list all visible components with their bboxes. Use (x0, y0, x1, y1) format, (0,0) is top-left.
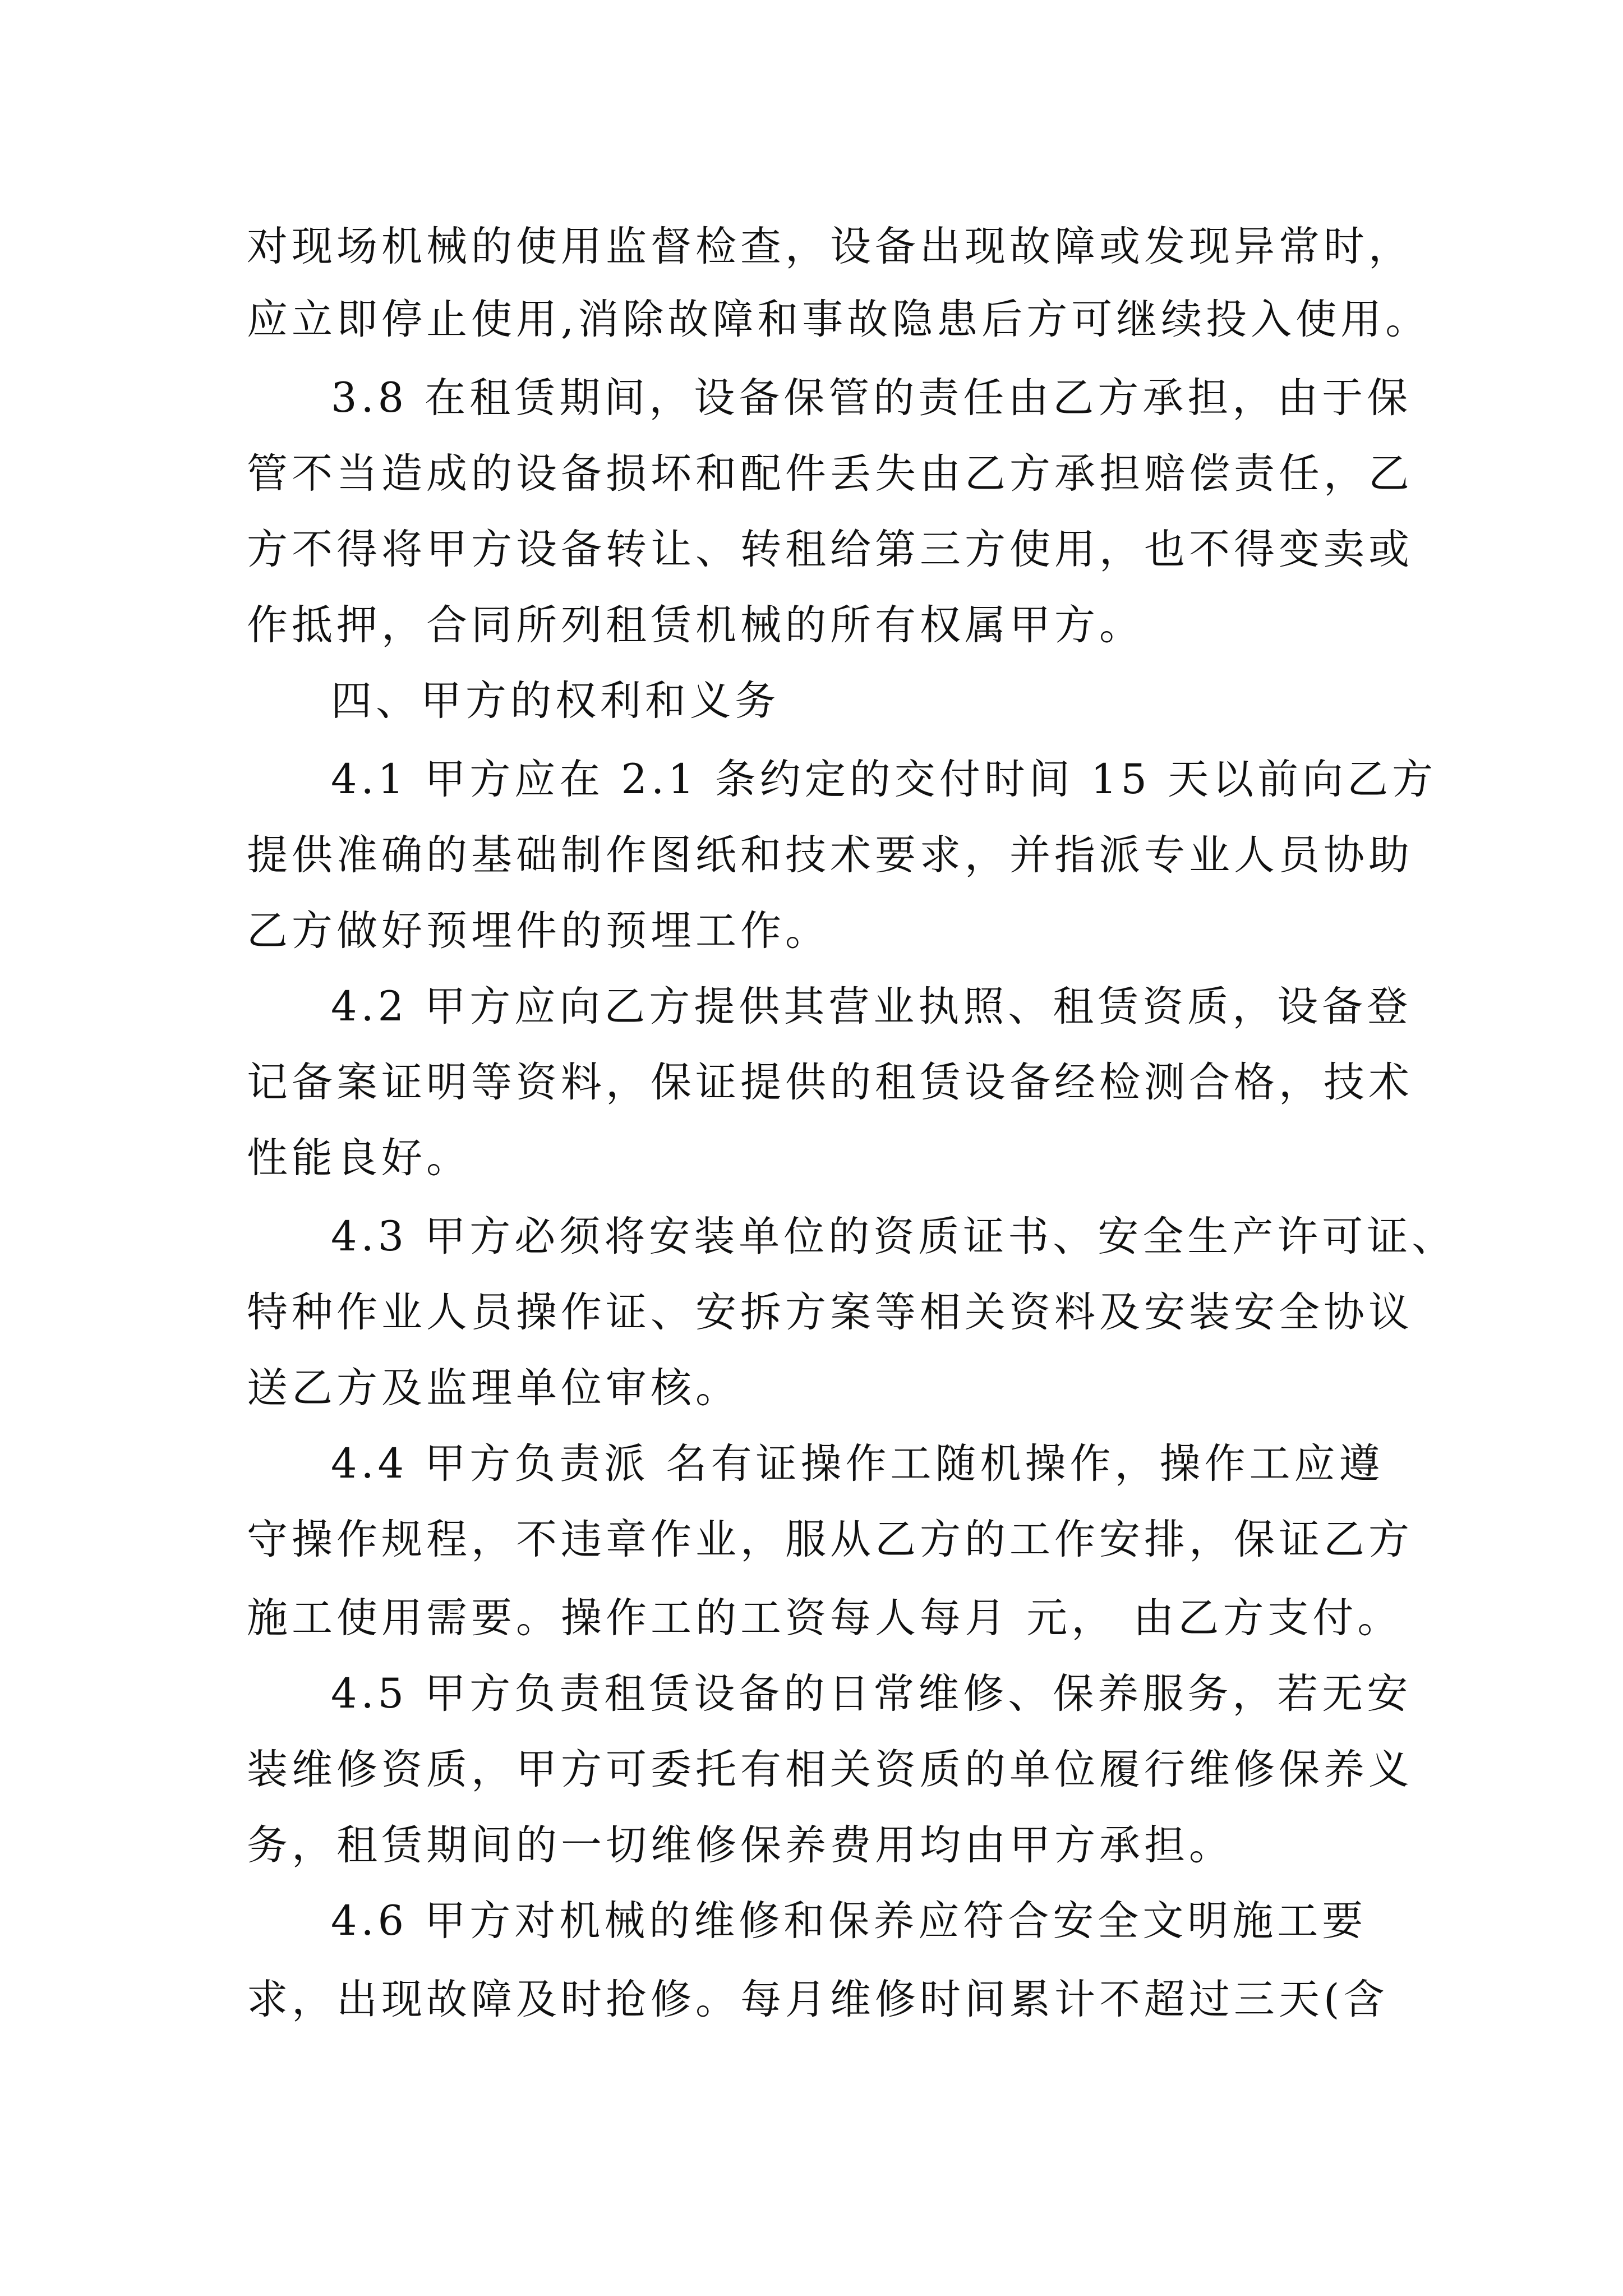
paragraph-line: 作抵押，合同所列租赁机械的所有权属甲方。 (247, 601, 1144, 649)
clause-4-4-line: 4.4 甲方负责派 名有证操作工随机操作，操作工应遵 (331, 1440, 1384, 1488)
clause-4-1-line: 4.1 甲方应在 2.1 条约定的交付时间 15 天以前向乙方 (331, 756, 1437, 803)
clause-4-6-line: 4.6 甲方对机械的维修和保养应符合安全文明施工要 (331, 1897, 1367, 1945)
paragraph-line: 特种作业人员操作证、安拆方案等相关资料及安装安全协议 (247, 1289, 1413, 1336)
paragraph-line: 应立即停止使用,消除故障和事故隐患后方可继续投入使用。 (247, 296, 1431, 343)
clause-4-3-line: 4.3 甲方必须将安装单位的资质证书、安全生产许可证、 (331, 1213, 1457, 1260)
paragraph-line: 对现场机械的使用监督检查，设备出现故障或发现异常时， (247, 223, 1413, 270)
paragraph-line: 管不当造成的设备损坏和配件丢失由乙方承担赔偿责任，乙 (247, 450, 1413, 498)
paragraph-line: 方不得将甲方设备转让、转租给第三方使用，也不得变卖或 (247, 526, 1413, 573)
paragraph-line: 务，租赁期间的一切维修保养费用均由甲方承担。 (247, 1821, 1234, 1869)
paragraph-line: 送乙方及监理单位审核。 (247, 1364, 740, 1412)
paragraph-line: 守操作规程，不违章作业，服从乙方的工作安排，保证乙方 (247, 1516, 1413, 1563)
paragraph-line: 提供准确的基础制作图纸和技术要求，并指派专业人员协助 (247, 831, 1413, 879)
section-heading: 四、甲方的权利和义务 (331, 677, 780, 725)
paragraph-line: 求，出现故障及时抢修。每月维修时间累计不超过三天(含 (247, 1976, 1389, 2023)
paragraph-line: 装维修资质，甲方可委托有相关资质的单位履行维修保养义 (247, 1746, 1413, 1793)
clause-3-8-line: 3.8 在租赁期间，设备保管的责任由乙方承担，由于保 (331, 374, 1412, 422)
paragraph-line: 记备案证明等资料，保证提供的租赁设备经检测合格，技术 (247, 1059, 1413, 1106)
paragraph-line: 性能良好。 (247, 1134, 471, 1182)
paragraph-line: 施工使用需要。操作工的工资每人每月 元， 由乙方支付。 (247, 1594, 1403, 1642)
clause-4-2-line: 4.2 甲方应向乙方提供其营业执照、租赁资质，设备登 (331, 983, 1412, 1030)
paragraph-line: 乙方做好预埋件的预埋工作。 (247, 907, 830, 955)
clause-4-5-line: 4.5 甲方负责租赁设备的日常维修、保养服务，若无安 (331, 1670, 1412, 1718)
